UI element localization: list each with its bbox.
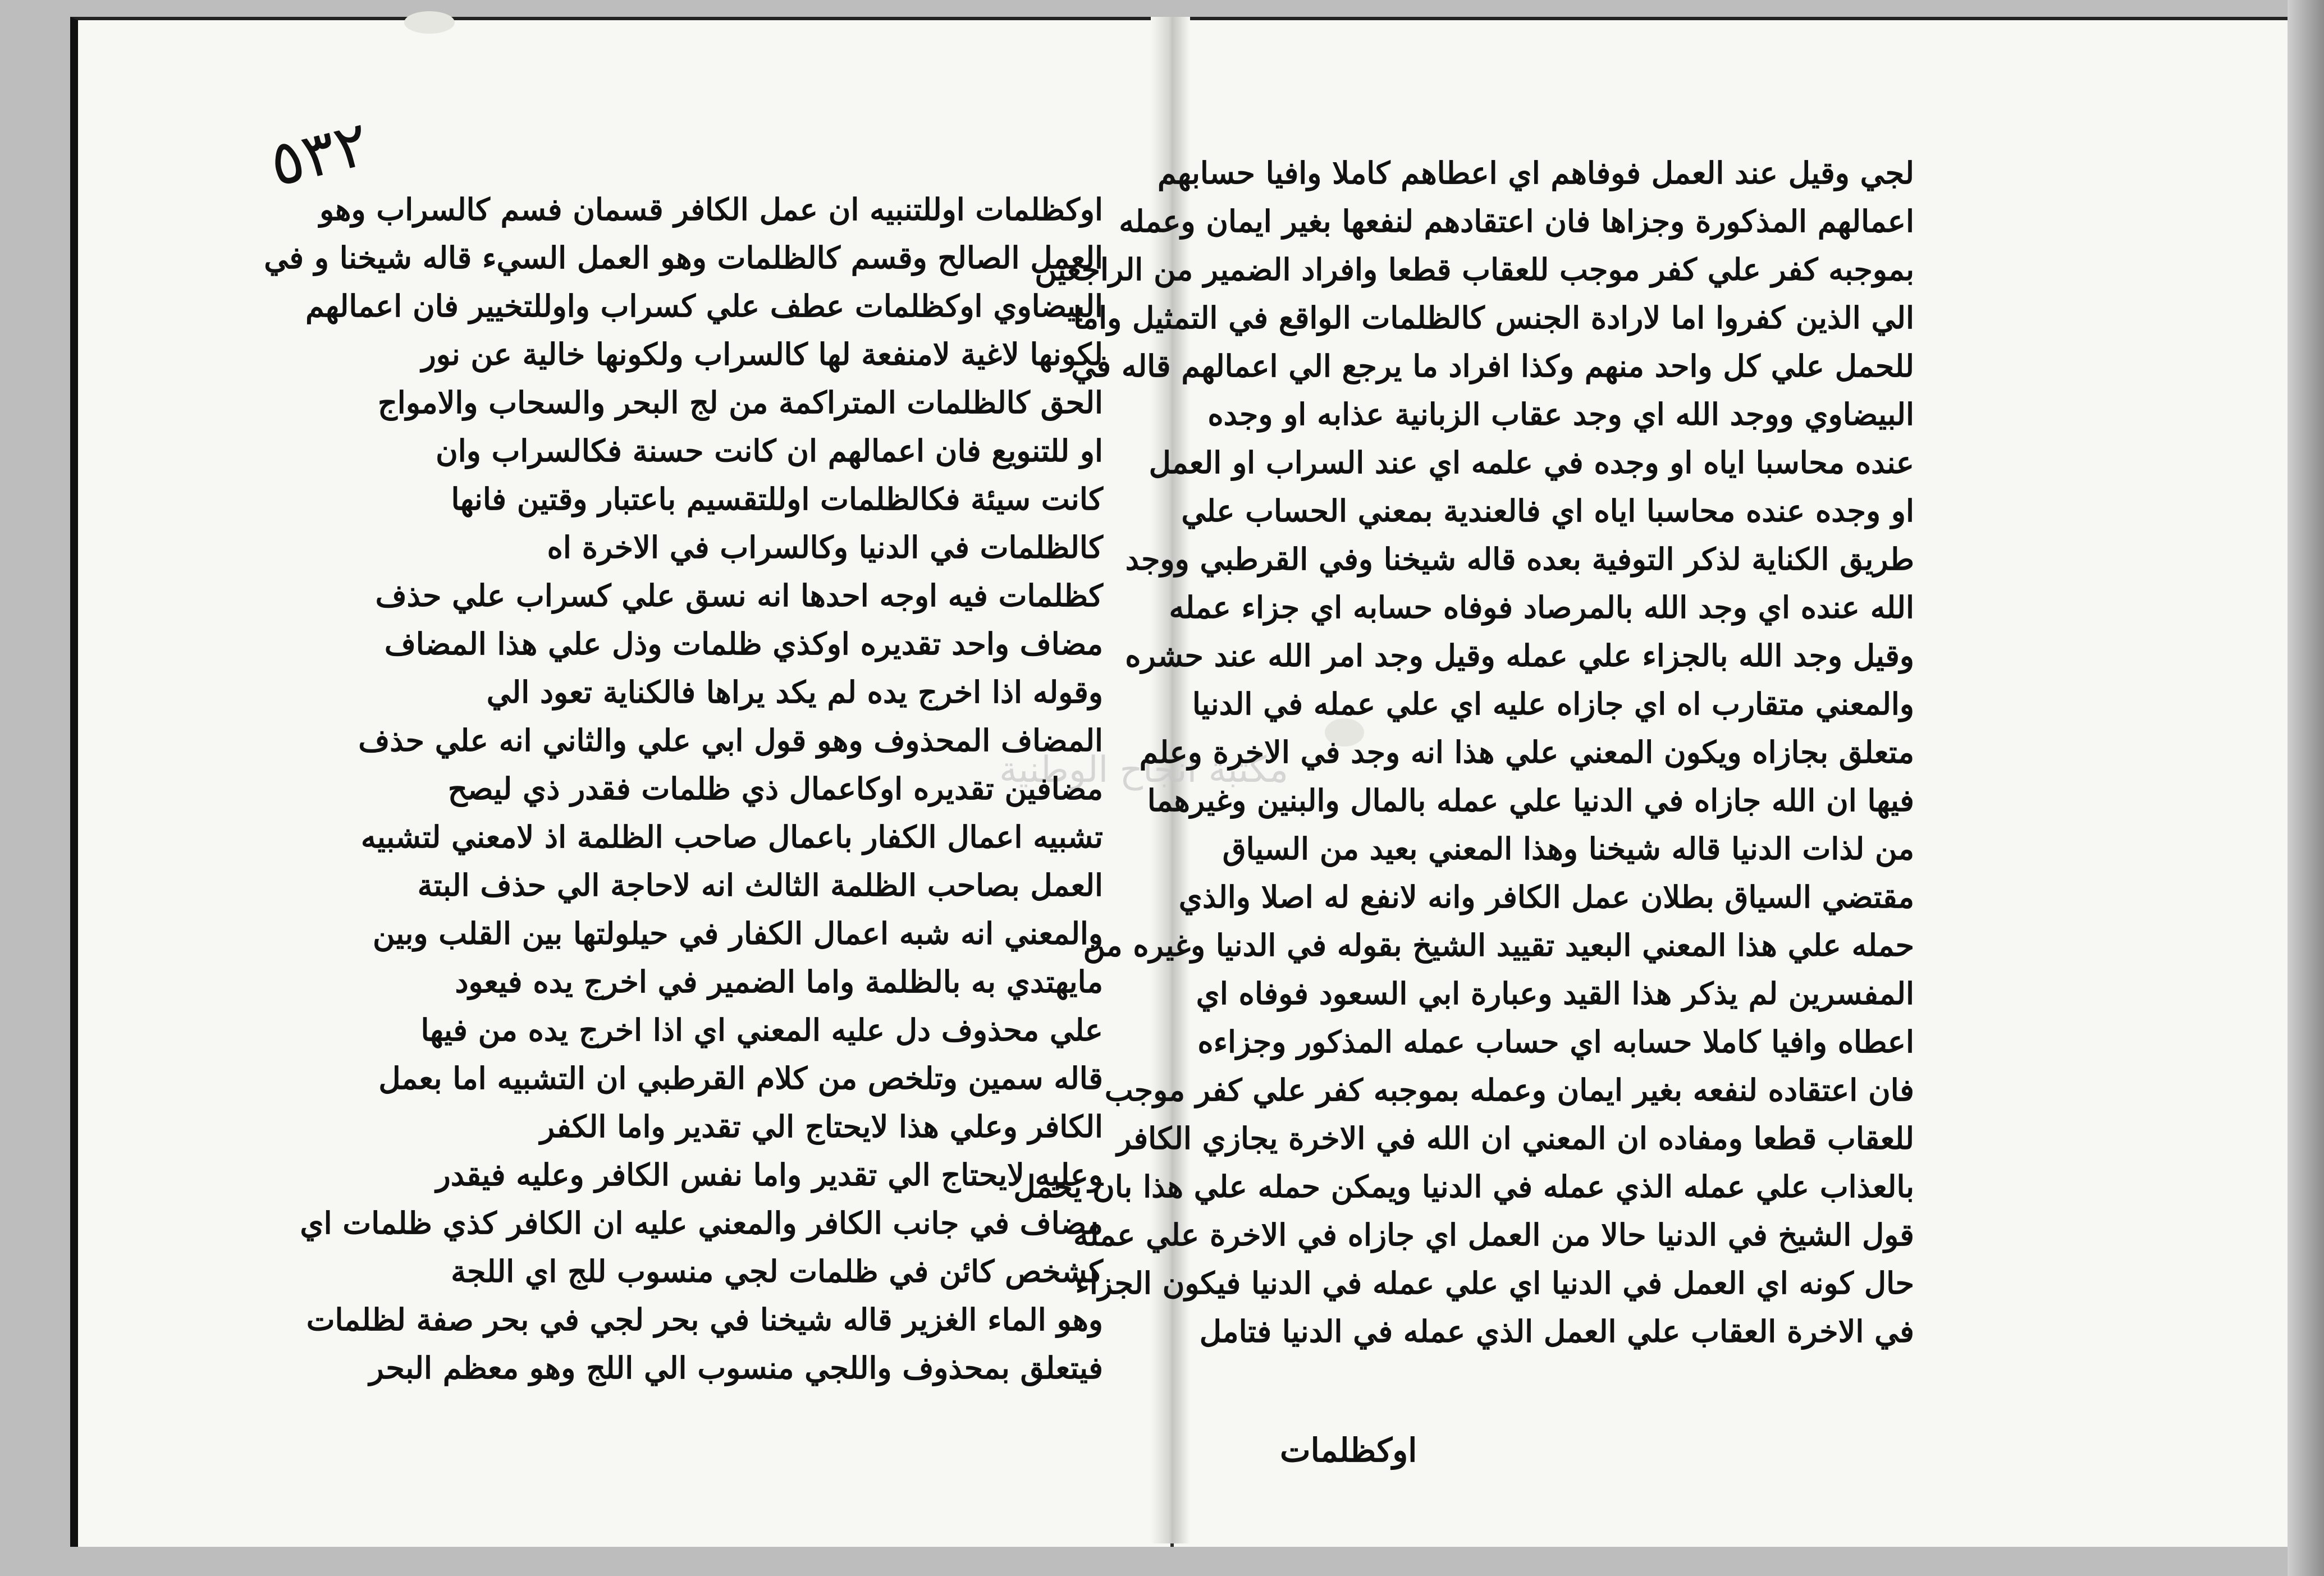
text-line: مضافين تقديره اوكاعمال ذي ظلمات فقدر ذي ليصح (447, 771, 1103, 807)
text-line: للعقاب قطعا ومفاده ان المعني ان الله في الاخرة يجازي الكافر (1117, 1120, 1914, 1156)
text-line: المفسرين لم يذكر هذا القيد وعبارة ابي السعود فوفاه اي (1196, 975, 1914, 1011)
text-line: اوكظلمات اوللتنبيه ان عمل الكافر قسمان فسم كالسراب وهو (319, 191, 1103, 227)
text-line: حال كونه اي العمل في الدنيا اي علي عمله في الدنيا فيكون الجزاء (1075, 1265, 1914, 1301)
text-line: كظلمات فيه اوجه احدها انه نسق علي كسراب علي حذف (375, 578, 1103, 613)
text-line: اعطاه وافيا كاملا حسابه اي حساب عمله المذكور وجزاءه (1197, 1024, 1914, 1060)
folio-number: ٥٣٢ (262, 107, 377, 201)
text-line: متعلق بجازاه ويكون المعني علي هذا انه وجد في الاخرة وعلم (1139, 734, 1914, 770)
text-line: المضاف المحذوف وهو قول ابي علي والثاني انه علي حذف (358, 722, 1103, 758)
text-line: للحمل علي كل واحد منهم وكذا افراد ما يرجع الي اعمالهم قاله في (1071, 348, 1914, 384)
text-line: بالعذاب علي عمله الذي عمله في الدنيا ويمكن حمله علي هذا بان يحمل (1013, 1169, 1914, 1204)
text-line: فيتعلق بمحذوف واللجي منسوب الي اللج وهو معظم البحر (369, 1350, 1103, 1386)
text-line: وقوله اذا اخرج يده لم يكد يراها فالكناية تعود الي (486, 674, 1103, 710)
text-line: والمعني انه شبه اعمال الكفار في حيلولتها بين القلب وبين (372, 915, 1103, 951)
text-line: الحق كالظلمات المتراكمة من لج البحر والسحاب والامواج (377, 384, 1103, 420)
text-line: مضاف في جانب الكافر والمعني عليه ان الكافر كذي ظلمات اي (300, 1205, 1103, 1241)
text-line: فيها ان الله جازاه في الدنيا علي عمله بالمال والبنين وغيرهما (1147, 782, 1914, 818)
text-line: وعليه لايحتاج الي تقدير واما نفس الكافر وعليه فيقدر (436, 1157, 1103, 1193)
text-line: وهو الماء الغزير قاله شيخنا في بحر لجي في بحر صفة لظلمات (306, 1302, 1103, 1337)
paper-stain (404, 11, 455, 34)
text-line: مايهتدي به بالظلمة واما الضمير في اخرج يده فيعود (455, 964, 1103, 1000)
text-line: الكافر وعلي هذا لايحتاج الي تقدير واما الكفر (539, 1108, 1103, 1144)
library-watermark: مكتبة انجاح الوطنية (999, 749, 1289, 791)
text-line: مضاف واحد تقديره اوكذي ظلمات وذل علي هذا المضاف (384, 626, 1103, 662)
text-line: لجي وقيل عند العمل فوفاهم اي اعطاهم كاملا وافيا حسابهم (1158, 155, 1914, 191)
text-line: علي محذوف دل عليه المعني اي اذا اخرج يده من فيها (420, 1012, 1103, 1048)
text-line: كالظلمات في الدنيا وكالسراب في الاخرة اه (547, 529, 1103, 565)
text-line: وقيل وجد الله بالجزاء علي عمله وقيل وجد امر الله عند حشره (1125, 638, 1914, 674)
catchword: اوكظلمات (1280, 1431, 1417, 1469)
text-line: او وجده عنده محاسبا اياه اي فالعندية بمعني الحساب علي (1181, 493, 1914, 529)
text-line: لكونها لاغية لامنفعة لها كالسراب ولكونها خالية عن نور (421, 336, 1103, 372)
text-line: مقتضي السياق بطلان عمل الكافر وانه لانفع له اصلا والذي (1178, 879, 1914, 915)
text-line: الي الذين كفروا اما لارادة الجنس كالظلمات الواقع في التمثيل واما (1073, 300, 1914, 336)
left-page-text (264, 185, 1103, 1392)
page-edge (2288, 0, 2324, 1576)
text-line: اعمالهم المذكورة وجزاها فان اعتقادهم لنفعها بغير ايمان وعمله (1119, 203, 1914, 239)
text-line: البيضاوي ووجد الله اي وجد عقاب الزبانية عذابه او وجده (1207, 396, 1914, 432)
text-line: حمله علي هذا المعني البعيد تقييد الشيخ بقوله في الدنيا وغيره من (1083, 927, 1914, 963)
text-line: العمل بصاحب الظلمة الثالث انه لاحاجة الي حذف البتة (417, 867, 1103, 903)
text-line: قول الشيخ في الدنيا حالا من العمل اي جازاه في الاخرة علي عمله (1073, 1217, 1914, 1253)
text-line: الله عنده اي وجد الله بالمرصاد فوفاه حسابه اي جزاء عمله (1169, 589, 1914, 625)
text-line: كانت سيئة فكالظلمات اوللتقسيم باعتبار وقتين فانها (451, 481, 1103, 517)
text-line: من لذات الدنيا قاله شيخنا وهذا المعني بعيد من السياق (1222, 831, 1914, 867)
text-line: فان اعتقاده لنفعه بغير ايمان وعمله بموجبه كفر علي كفر موجب (1104, 1072, 1914, 1108)
text-line: بموجبه كفر علي كفر موجب للعقاب قطعا وافراد الضمير من الراجعين (1035, 251, 1914, 287)
text-line: تشبيه اعمال الكفار باعمال صاحب الظلمة اذ لامعني لتشبيه (360, 819, 1103, 855)
text-line: والمعني متقارب اه اي جازاه عليه اي علي عمله في الدنيا (1192, 686, 1914, 722)
text-line: قاله سمين وتلخص من كلام القرطبي ان التشبيه اما بعمل (378, 1060, 1103, 1096)
text-line: في الاخرة العقاب علي العمل الذي عمله في الدنيا فتامل (1199, 1313, 1914, 1349)
text-line: او للتنويع فان اعمالهم ان كانت حسنة فكالسراب وان (436, 433, 1103, 469)
text-line: العمل الصالح وقسم كالظلمات وهو العمل السيء قاله شيخنا و في (264, 240, 1103, 276)
text-line: كشخص كائن في ظلمات لجي منسوب للج اي اللجة (451, 1253, 1103, 1289)
text-line: البيضاوي اوكظلمات عطف علي كسراب واوللتخيير فان اعمالهم (305, 288, 1103, 324)
text-line: طريق الكناية لذكر التوفية بعده قاله شيخنا وفي القرطبي ووجد (1125, 541, 1914, 577)
text-line: عنده محاسبا اياه او وجده في علمه اي عند السراب او العمل (1149, 445, 1914, 480)
